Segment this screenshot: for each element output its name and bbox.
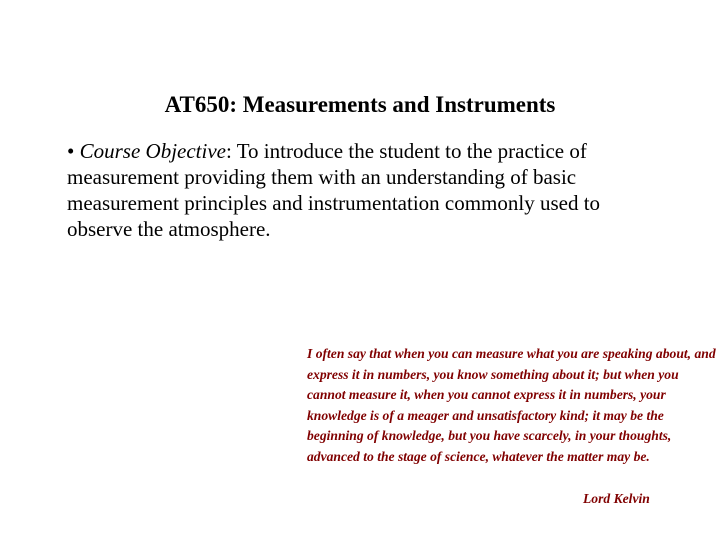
quote-block [307, 344, 717, 467]
objective-text: To introduce the student to the practice of measurement providing them with an understanding of basic measurement principles and instrumentation commonly used to observe the atmosphere. [67, 139, 601, 241]
objective-separator: : [225, 139, 232, 163]
quote-text: I often say that when you can measure what you are speaking about, and express it in numbers, you know something about it; but when you cannot measure it, when you cannot express it in numbers, your knowledge is of a meager and unsatisfactory kind; it may be the beginning of knowledge, but you have scarcely, in your thoughts, advanced to the stage of science, whatever the matter may be. [307, 346, 716, 464]
objective-term: Course Objective [79, 139, 226, 163]
slide-title: AT650: Measurements and Instruments [164, 92, 556, 117]
quote-author: Lord Kelvin [583, 491, 650, 506]
course-objective [67, 138, 667, 242]
bullet: • [67, 139, 75, 163]
